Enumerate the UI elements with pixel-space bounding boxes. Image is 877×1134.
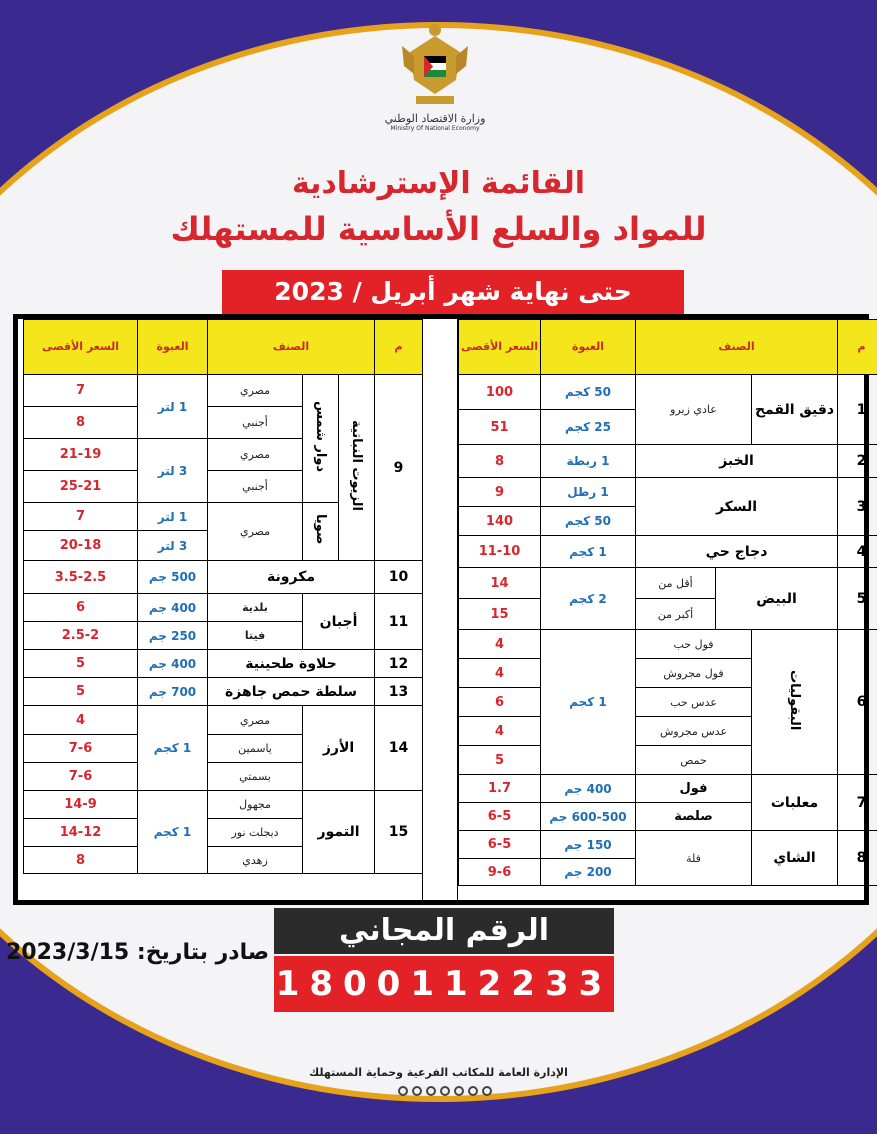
price: 8 <box>24 407 138 439</box>
row-num: 4 <box>838 536 877 568</box>
social-icon[interactable] <box>468 1086 478 1096</box>
price: 15 <box>459 599 541 630</box>
item-name: حلاوة طحينية <box>208 650 375 678</box>
package: 3 لتر <box>138 531 208 561</box>
sub-group-cell <box>303 375 339 503</box>
package: 150 جم <box>541 831 636 859</box>
package: 25 كجم <box>541 410 636 445</box>
item-sub: عادي زيرو <box>636 375 752 445</box>
item-name: البيض <box>716 568 838 630</box>
item-name-cell <box>339 375 375 561</box>
item-sub: بلدية <box>208 594 303 622</box>
price: 5 <box>459 746 541 775</box>
header-item: الصنف <box>636 320 838 375</box>
social-icon[interactable] <box>482 1086 492 1096</box>
row-num: 5 <box>838 568 877 630</box>
item-name: التمور <box>303 791 375 874</box>
header-num: م <box>375 320 423 375</box>
hotline-number[interactable]: 1800112233 <box>274 956 614 1012</box>
row-num: 8 <box>838 831 877 886</box>
issue-date: صادر بتاريخ: 2023/3/15 <box>6 940 270 965</box>
price: 4 <box>459 630 541 659</box>
item-sub: فيتا <box>208 622 303 650</box>
eagle-emblem-icon <box>400 22 470 110</box>
item-name: الشاي <box>752 831 838 886</box>
item-name: أجبان <box>303 594 375 650</box>
package: 400 جم <box>138 650 208 678</box>
price: 6-5 <box>459 831 541 859</box>
footer-department: الإدارة العامة للمكاتب الفرعية وحماية المستهلك <box>309 1066 568 1079</box>
item-name: مكرونة <box>208 561 375 594</box>
price: 3.5-2.5 <box>24 561 138 594</box>
row-num: 14 <box>375 706 423 791</box>
item-sub: حمص <box>636 746 752 775</box>
price: 4 <box>459 659 541 688</box>
price: 7-6 <box>24 763 138 791</box>
package: 1 رطل <box>541 478 636 507</box>
price: 14-9 <box>24 791 138 819</box>
sub-group: دوار شمس <box>313 400 329 473</box>
item-sub: ديجلت نور <box>208 819 303 847</box>
price: 14-12 <box>24 819 138 847</box>
row-num: 12 <box>375 650 423 678</box>
table-divider <box>422 319 458 900</box>
package: 1 ربطة <box>541 445 636 478</box>
price: 25-21 <box>24 471 138 503</box>
row-num: 11 <box>375 594 423 650</box>
price: 6 <box>24 594 138 622</box>
package: 500 جم <box>138 561 208 594</box>
package: 400 جم <box>138 594 208 622</box>
package: 50 كجم <box>541 375 636 410</box>
item-name: الأرز <box>303 706 375 791</box>
header-package: العبوة <box>138 320 208 375</box>
package: 1 كجم <box>541 536 636 568</box>
package: 200 جم <box>541 859 636 886</box>
price: 5 <box>24 678 138 706</box>
price: 4 <box>24 706 138 735</box>
right-price-table <box>458 319 877 886</box>
item-sub: أجنبي <box>208 407 303 439</box>
price: 100 <box>459 375 541 410</box>
item-sub: فول <box>636 775 752 803</box>
social-icon[interactable] <box>412 1086 422 1096</box>
package: 1 كجم <box>541 630 636 775</box>
price: 8 <box>459 445 541 478</box>
price: 140 <box>459 507 541 536</box>
item-sub: مصري <box>208 375 303 407</box>
price: 1.7 <box>459 775 541 803</box>
header-price: السعر الأقصى <box>24 320 138 375</box>
item-sub: مصري <box>208 503 303 561</box>
price: 7-6 <box>24 735 138 763</box>
row-num: 13 <box>375 678 423 706</box>
package: 50 كجم <box>541 507 636 536</box>
header-num: م <box>838 320 877 375</box>
item-sub: مصري <box>208 706 303 735</box>
item-sub: فول حب <box>636 630 752 659</box>
header-package: العبوة <box>541 320 636 375</box>
price: 9 <box>459 478 541 507</box>
package: 3 لتر <box>138 439 208 503</box>
package: 400 جم <box>541 775 636 803</box>
item-sub: فلة <box>636 831 752 886</box>
price: 7 <box>24 375 138 407</box>
item-sub: ياسمين <box>208 735 303 763</box>
package: 1 لتر <box>138 375 208 439</box>
item-name: سلطة حمص جاهزة <box>208 678 375 706</box>
package: 2 كجم <box>541 568 636 630</box>
social-icon[interactable] <box>440 1086 450 1096</box>
price: 2.5-2 <box>24 622 138 650</box>
page-title-line2: للمواد والسلع الأساسية للمستهلك <box>170 210 707 248</box>
package: 700 جم <box>138 678 208 706</box>
item-sub: عدس حب <box>636 688 752 717</box>
row-num: 6 <box>838 630 877 775</box>
price: 6 <box>459 688 541 717</box>
left-price-table <box>23 319 423 874</box>
row-num: 3 <box>838 478 877 536</box>
price: 20-18 <box>24 531 138 561</box>
item-sub: أجنبي <box>208 471 303 503</box>
price: 7 <box>24 503 138 531</box>
item-name-cell <box>752 630 838 775</box>
item-name: الخبز <box>636 445 838 478</box>
social-icon[interactable] <box>398 1086 408 1096</box>
price: 6-5 <box>459 803 541 831</box>
package: 1 كجم <box>138 706 208 791</box>
row-num: 1 <box>838 375 877 445</box>
ministry-name-english: Ministry Of National Economy <box>390 125 480 132</box>
price: 14 <box>459 568 541 599</box>
item-name: الزيوت النباتية <box>349 420 365 511</box>
item-sub: بسمتي <box>208 763 303 791</box>
sub-group-cell <box>303 503 339 561</box>
price: 11-10 <box>459 536 541 568</box>
hotline-label: الرقم المجاني <box>274 908 614 954</box>
price: 4 <box>459 717 541 746</box>
price: 8 <box>24 847 138 874</box>
ministry-logo <box>380 22 490 150</box>
header-item: الصنف <box>208 320 375 375</box>
date-banner: حتى نهاية شهر أبريل / 2023 <box>222 270 684 314</box>
item-name: دجاج حي <box>636 536 838 568</box>
price-table-frame <box>13 314 869 905</box>
row-num: 15 <box>375 791 423 874</box>
package: 250 جم <box>138 622 208 650</box>
item-name: السكر <box>636 478 838 536</box>
item-sub: أقل من <box>636 568 716 599</box>
item-sub: فول مجروش <box>636 659 752 688</box>
package: 1 لتر <box>138 503 208 531</box>
item-name: البقوليات <box>787 669 803 731</box>
social-icons <box>398 1086 492 1096</box>
item-sub: أكبر من <box>636 599 716 630</box>
item-name: معلبات <box>752 775 838 831</box>
social-icon[interactable] <box>426 1086 436 1096</box>
header-price: السعر الأقصى <box>459 320 541 375</box>
row-num: 9 <box>375 375 423 561</box>
social-icon[interactable] <box>454 1086 464 1096</box>
price: 51 <box>459 410 541 445</box>
price: 9-6 <box>459 859 541 886</box>
item-sub: زهدي <box>208 847 303 874</box>
price: 5 <box>24 650 138 678</box>
package: 600-500 جم <box>541 803 636 831</box>
item-sub: مجهول <box>208 791 303 819</box>
package: 1 كجم <box>138 791 208 874</box>
ministry-name-arabic: وزارة الاقتصاد الوطني <box>384 112 486 125</box>
price: 21-19 <box>24 439 138 471</box>
item-name: دقيق القمح <box>752 375 838 445</box>
row-num: 2 <box>838 445 877 478</box>
item-sub: عدس مجروش <box>636 717 752 746</box>
item-sub: صلصة <box>636 803 752 831</box>
row-num: 10 <box>375 561 423 594</box>
page-title-line1: القائمة الإسترشادية <box>291 166 586 201</box>
sub-group: صويا <box>313 514 329 545</box>
row-num: 7 <box>838 775 877 831</box>
item-sub: مصري <box>208 439 303 471</box>
